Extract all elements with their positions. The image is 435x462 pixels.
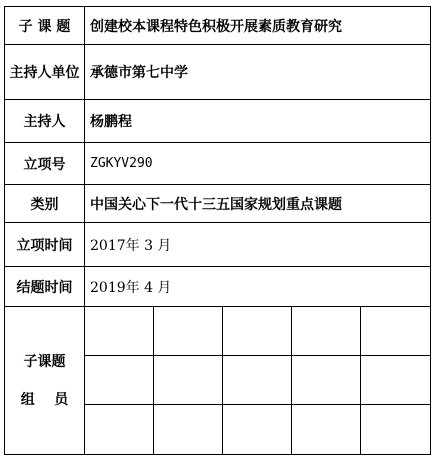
members-label-line1: 子课题 — [23, 353, 66, 370]
host-label: 主持人 — [5, 100, 85, 142]
member-cell — [85, 405, 154, 454]
member-cell — [361, 307, 430, 356]
members-label-line2: 组 员 — [20, 391, 69, 408]
member-cell — [85, 356, 154, 405]
members-grid — [85, 307, 430, 454]
row-start-date — [5, 223, 430, 267]
member-cell — [223, 307, 292, 356]
host-unit-label: 主持人单位 — [5, 45, 85, 99]
end-date-label: 结题时间 — [5, 267, 85, 306]
row-host-unit — [5, 45, 430, 100]
host-unit-value: 承德市第七中学 — [90, 65, 188, 81]
category-label: 类别 — [5, 185, 85, 222]
row-host — [5, 100, 430, 143]
end-date-value: 2019年 4 月 — [90, 279, 172, 296]
subtopic-label: 子 课 题 — [5, 7, 85, 44]
row-members — [5, 307, 430, 454]
member-cell — [292, 405, 361, 454]
row-end-date — [5, 267, 430, 307]
row-category — [5, 185, 430, 223]
category-value: 中国关心下一代十三五国家规划重点课题 — [90, 196, 342, 213]
host-value: 杨鹏程 — [90, 114, 132, 130]
member-cell — [223, 356, 292, 405]
start-date-value: 2017年 3 月 — [90, 237, 172, 254]
member-cell — [154, 307, 223, 356]
member-cell — [154, 405, 223, 454]
members-label — [5, 307, 85, 454]
row-subtopic — [5, 7, 430, 45]
member-cell — [361, 356, 430, 405]
row-project-number — [5, 143, 430, 185]
start-date-label: 立项时间 — [5, 223, 85, 266]
member-cell — [292, 307, 361, 356]
project-number-value: ZGKYV290 — [90, 156, 153, 171]
member-cell — [292, 356, 361, 405]
member-cell — [85, 307, 154, 356]
subtopic-value: 创建校本课程特色积极开展素质教育研究 — [90, 18, 342, 35]
project-number-label: 立项号 — [5, 143, 85, 184]
member-cell — [154, 356, 223, 405]
member-cell — [223, 405, 292, 454]
project-info-table — [4, 6, 431, 455]
member-cell — [361, 405, 430, 454]
